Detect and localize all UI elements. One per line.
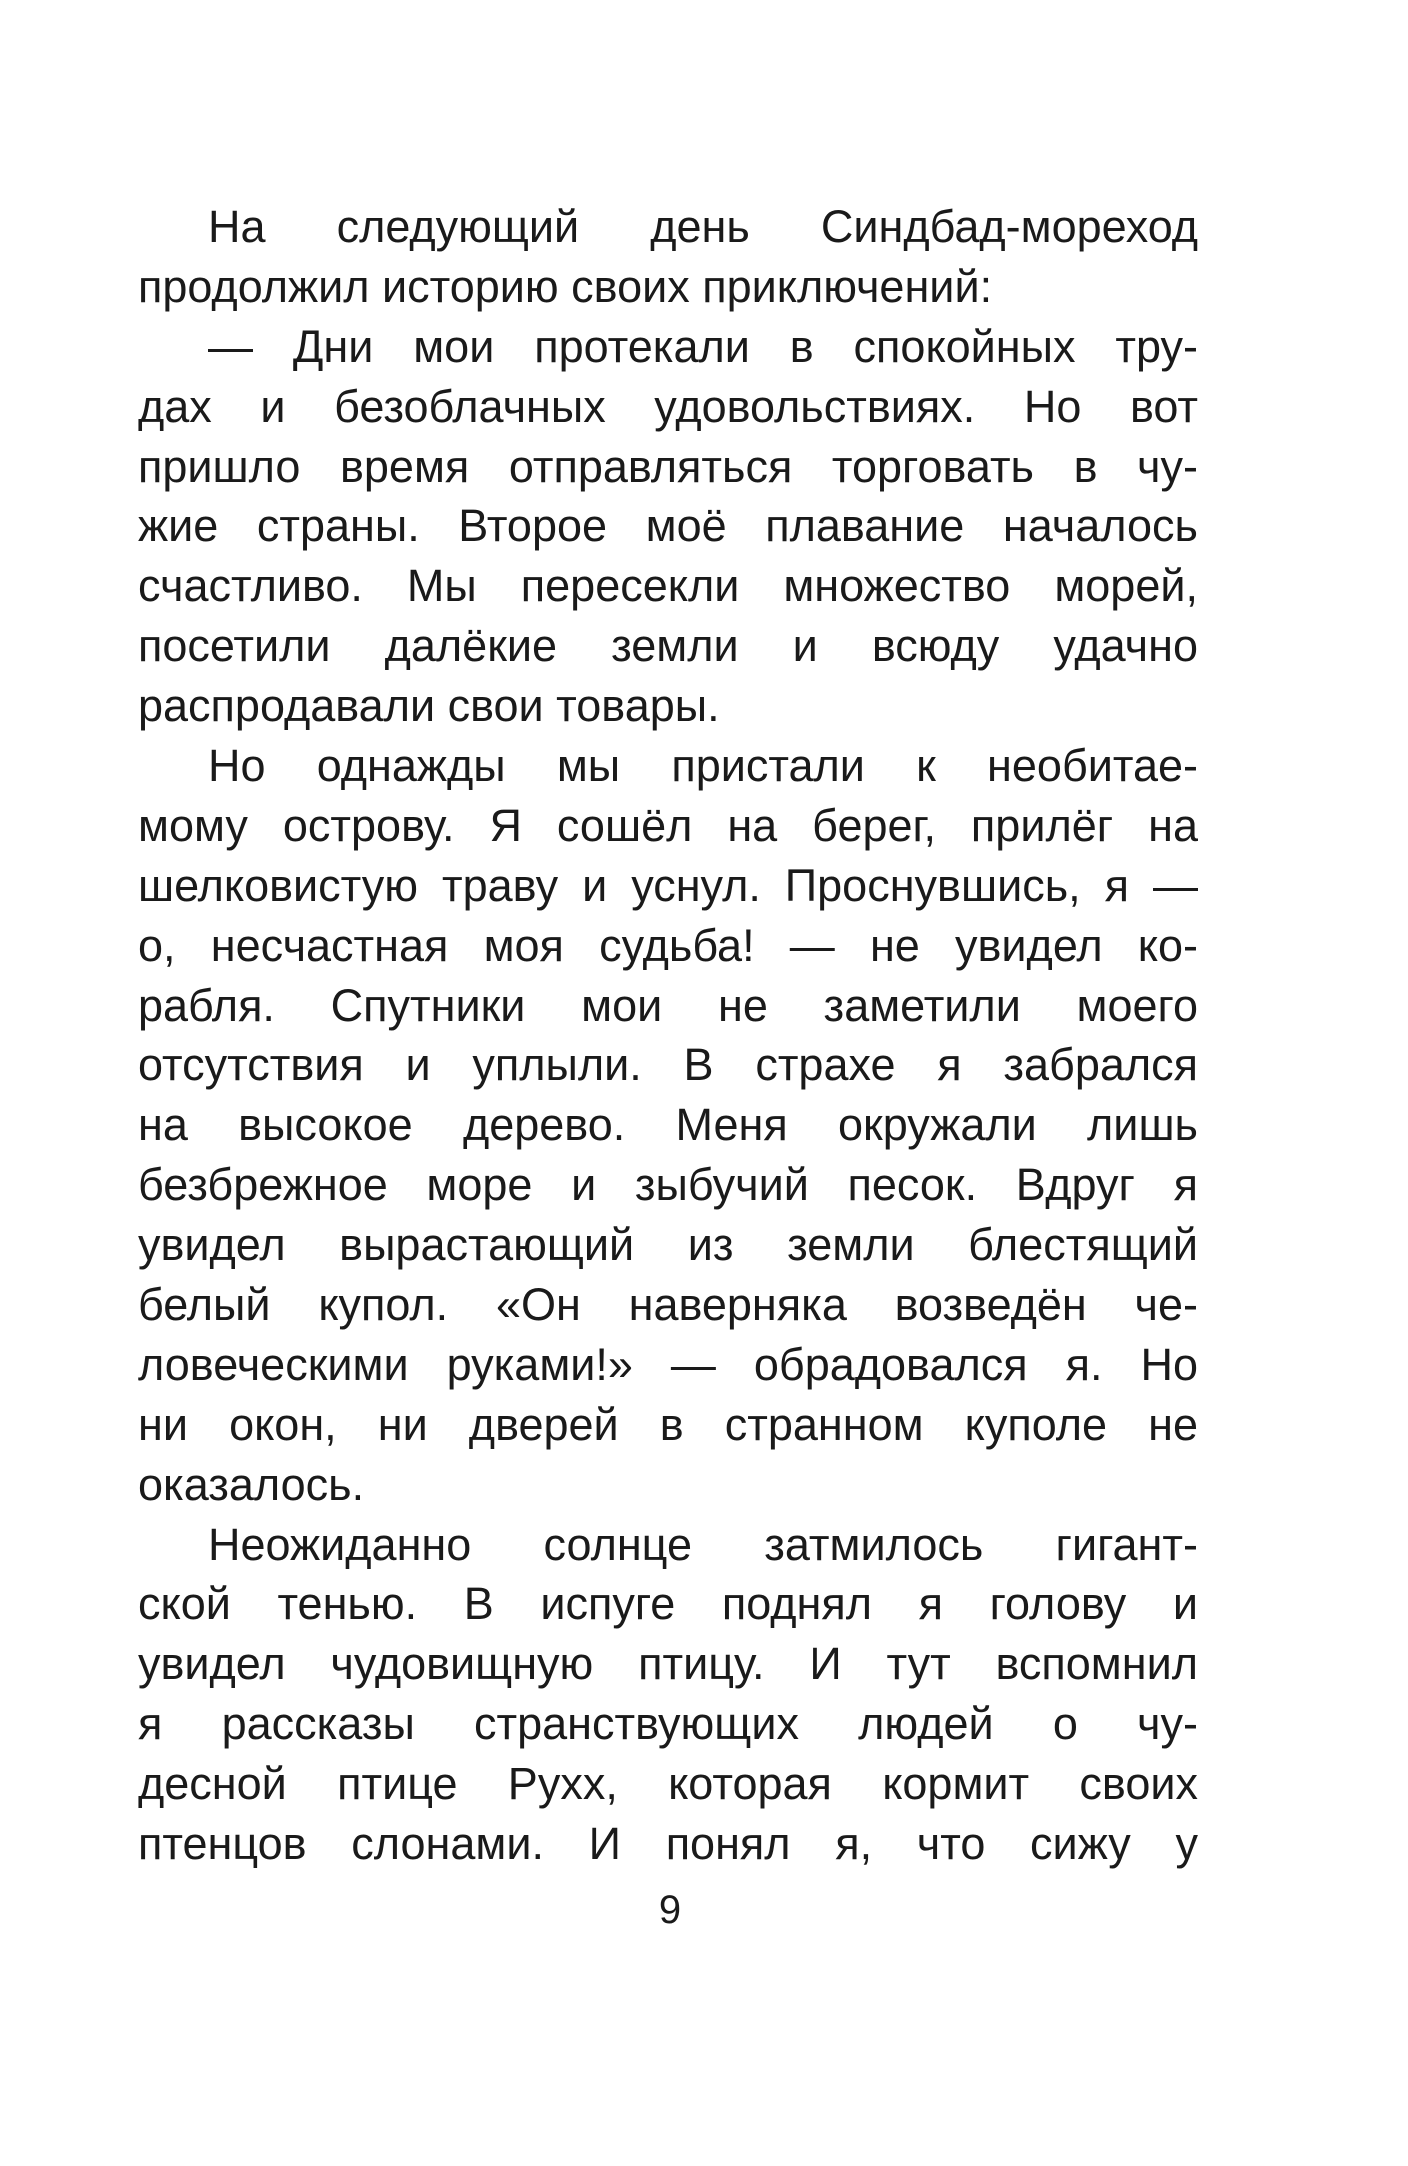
text-line: белый купол. «Он наверняка возведён че- [138, 1279, 1198, 1331]
text-line: увидел вырастающий из земли блестящий [138, 1219, 1198, 1271]
text-line: рабля. Спутники мои не заметили моего [138, 979, 1198, 1031]
page-number: 9 [658, 1888, 682, 1932]
text-line: ни окон, ни дверей в странном куполе не [138, 1398, 1198, 1450]
text-line: на высокое дерево. Меня окружали лишь [138, 1099, 1198, 1151]
text-line: шелковистую траву и уснул. Проснувшись, я — [138, 859, 1198, 911]
text-line: увидел чудовищную птицу. И тут вспомнил [138, 1638, 1198, 1690]
text-line: безбрежное море и зыбучий песок. Вдруг я [138, 1159, 1198, 1211]
text-line: посетили далёкие земли и всюду удачно [138, 620, 1198, 672]
text-line: мому острову. Я сошёл на берег, прилёг на [138, 799, 1198, 851]
text-line: распродавали свои товары. [138, 680, 720, 732]
text-line: я рассказы странствующих людей о чу- [138, 1698, 1198, 1750]
text-line: счастливо. Мы пересекли множество морей, [138, 560, 1198, 612]
text-line: Но однажды мы пристали к необитае- [208, 740, 1198, 792]
text-line: о, несчастная моя судьба! — не увидел ко- [138, 919, 1198, 971]
text-line: ловеческими руками!» — обрадовался я. Но [138, 1338, 1198, 1390]
body-text [138, 197, 1198, 1874]
text-line: птенцов слонами. И понял я, что сижу у [138, 1818, 1198, 1870]
text-line: пришло время отправляться торговать в чу- [138, 440, 1198, 492]
text-line: дах и безоблачных удовольствиях. Но вот [138, 380, 1198, 432]
text-line: На следующий день Синдбад-мореход [208, 201, 1198, 252]
text-line: десной птице Рухх, которая кормит своих [138, 1758, 1198, 1810]
text-line: продолжил историю своих приключений: [138, 260, 993, 312]
text-line: жие страны. Второе моё плавание началось [138, 500, 1198, 552]
text-line: — Дни мои протекали в спокойных тру- [208, 320, 1198, 372]
text-line: оказалось. [138, 1458, 365, 1510]
text-line: Неожиданно солнце затмилось гигант- [208, 1518, 1198, 1570]
text-line: ской тенью. В испуге поднял я голову и [138, 1578, 1198, 1630]
text-line: отсутствия и уплыли. В страхе я забрался [138, 1039, 1198, 1091]
